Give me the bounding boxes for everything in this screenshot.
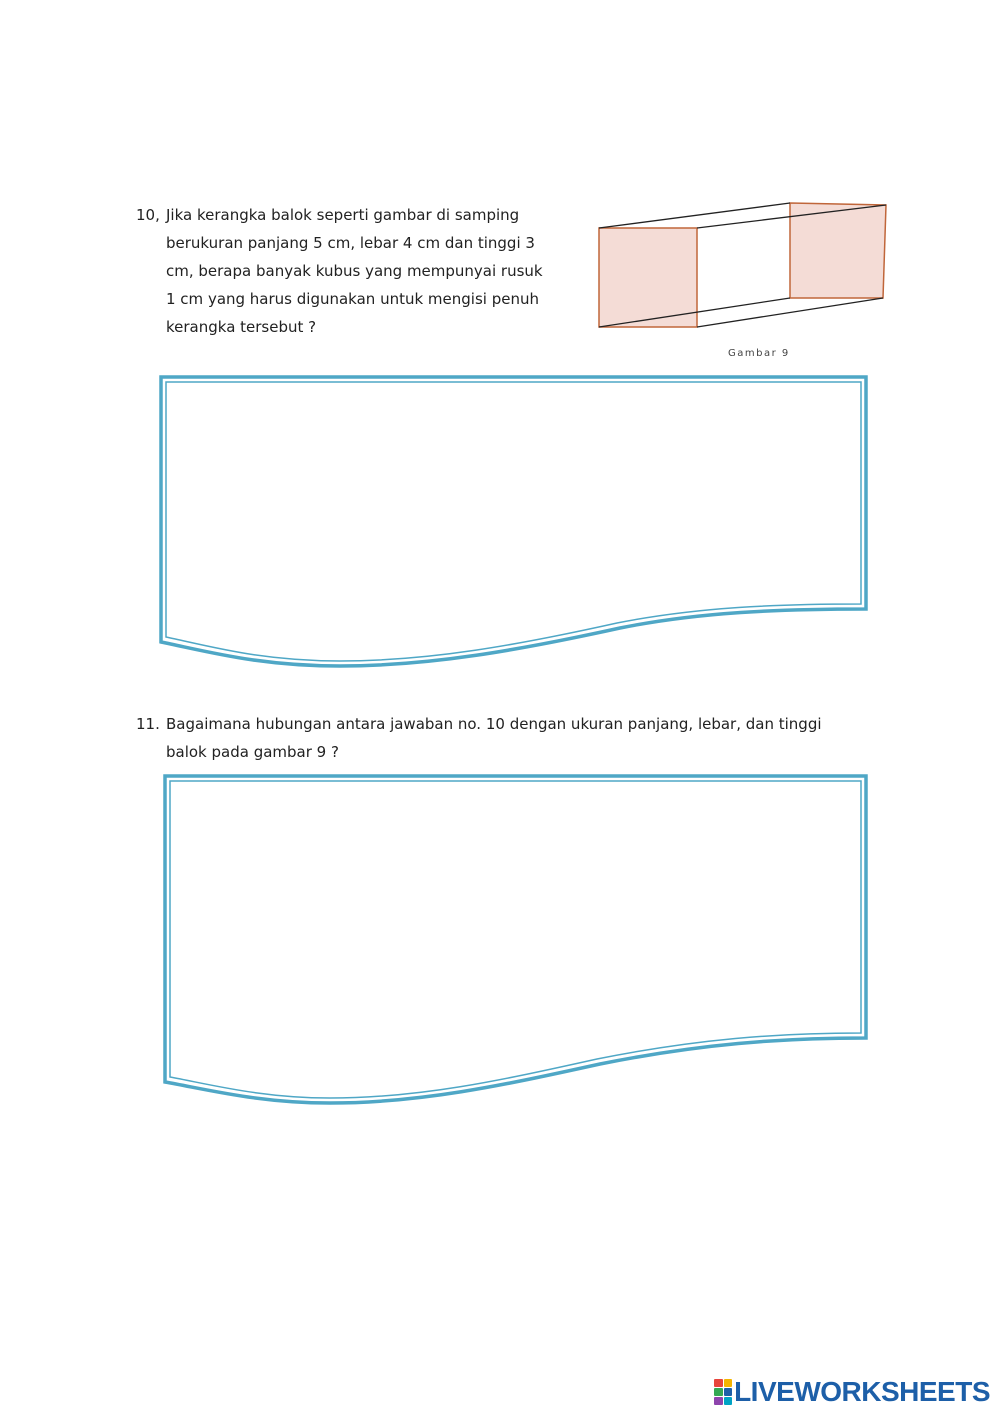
- prism-back-face: [790, 203, 886, 298]
- question-11-text: [166, 710, 822, 766]
- question-10-line: Jika kerangka balok seperti gambar di samping: [166, 206, 520, 224]
- prism-front-face: [599, 228, 697, 327]
- prism-edge: [599, 203, 790, 228]
- prism-edge: [697, 298, 883, 327]
- question-11-line: balok pada gambar 9 ?: [166, 743, 339, 761]
- brand-watermark: [714, 1376, 990, 1408]
- prism-edge: [599, 298, 790, 327]
- figure-caption: Gambar 9: [728, 348, 790, 359]
- question-10-line: 1 cm yang harus digunakan untuk mengisi penuh: [166, 290, 539, 308]
- question-10-line: kerangka tersebut ?: [166, 318, 317, 336]
- question-10-line: berukuran panjang 5 cm, lebar 4 cm dan tinggi 3: [166, 234, 535, 252]
- question-10-number: 10,: [136, 206, 160, 224]
- question-10-line: cm, berapa banyak kubus yang mempunyai rusuk: [166, 262, 543, 280]
- question-11-line: Bagaimana hubungan antara jawaban no. 10 dengan ukuran panjang, lebar, dan tinggi: [166, 715, 822, 733]
- prism-edge: [697, 205, 886, 228]
- question-10-text: [166, 201, 543, 341]
- brand-name: LIVEWORKSHEETS: [734, 1376, 990, 1407]
- question-11-number: 11.: [136, 715, 160, 733]
- brand-logo-icon: [714, 1379, 732, 1405]
